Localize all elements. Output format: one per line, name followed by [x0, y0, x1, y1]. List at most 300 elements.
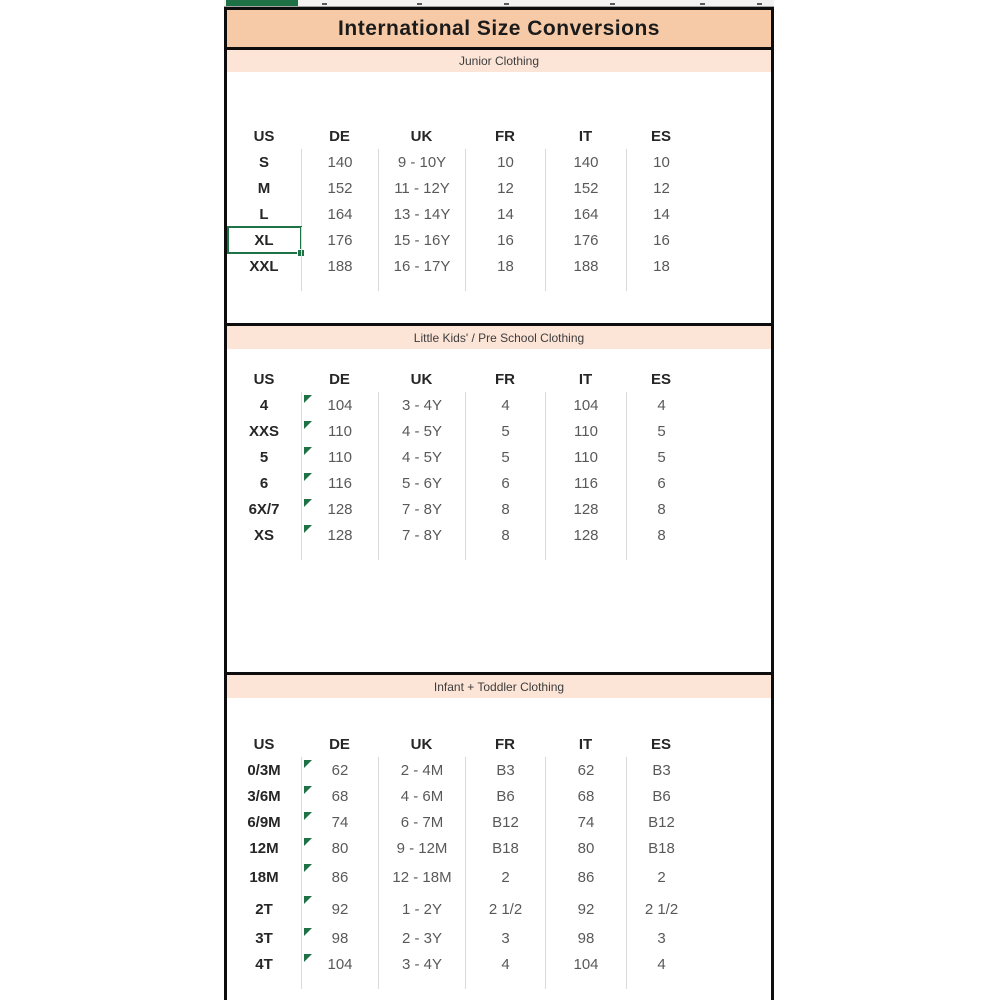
table-cell[interactable] — [227, 548, 301, 560]
table-cell[interactable] — [626, 925, 696, 951]
cell-text: 3 — [657, 929, 666, 947]
table-cell[interactable] — [301, 522, 378, 548]
table-cell[interactable] — [301, 893, 378, 925]
table-cell[interactable] — [465, 548, 545, 560]
column-header-it[interactable] — [545, 366, 626, 392]
cell-text: 14 — [653, 205, 670, 223]
cell-text: 5 - 6Y — [401, 474, 443, 492]
cell-text: FR — [495, 735, 515, 753]
table-cell[interactable] — [626, 522, 696, 548]
table-cell[interactable] — [545, 149, 626, 175]
cell-text: 3/6M — [247, 787, 281, 805]
cell-text: 4 — [259, 396, 269, 414]
error-flag-icon — [304, 896, 312, 904]
cell-text: B3 — [652, 761, 671, 779]
table-cell[interactable] — [378, 861, 465, 893]
cell-text: 128 — [327, 526, 353, 544]
cell-text: 98 — [577, 929, 595, 947]
cell-text: 4 — [501, 955, 510, 973]
cell-text: B18 — [492, 839, 519, 857]
table-cell[interactable] — [378, 809, 465, 835]
table-cell[interactable] — [626, 548, 696, 560]
table-cell[interactable] — [301, 925, 378, 951]
cell-text: IT — [578, 370, 593, 388]
column-letter-mark — [700, 3, 705, 5]
cell-text: 5 — [657, 422, 666, 440]
column-header-es[interactable] — [626, 731, 696, 757]
cell-text: 18 — [497, 257, 514, 275]
column-letter-mark — [610, 3, 615, 5]
cell-text: 152 — [573, 179, 599, 197]
table-cell[interactable] — [465, 253, 545, 279]
table-row — [227, 418, 771, 444]
cell-text: B6 — [496, 787, 515, 805]
table-cell[interactable] — [626, 444, 696, 470]
cell-text: 4 — [657, 396, 666, 414]
table-cell[interactable] — [545, 227, 626, 253]
table-cell[interactable] — [301, 227, 378, 253]
table-row — [227, 925, 771, 951]
table-cell[interactable] — [378, 227, 465, 253]
selected-column-indicator — [226, 0, 298, 6]
cell-text: 4 - 6M — [400, 787, 444, 805]
table-cell[interactable] — [227, 977, 301, 989]
cell-text: 16 - 17Y — [393, 257, 451, 275]
table-cell[interactable] — [545, 977, 626, 989]
table-cell[interactable] — [545, 496, 626, 522]
column-header-it[interactable] — [545, 123, 626, 149]
table-cell[interactable] — [301, 951, 378, 977]
cell-text: IT — [578, 735, 593, 753]
table-row — [227, 253, 771, 279]
table-cell[interactable] — [626, 392, 696, 418]
table-cell[interactable] — [378, 548, 465, 560]
section-infant-toddler-clothing — [227, 672, 771, 1000]
cell-text: 80 — [577, 839, 595, 857]
table-cell[interactable] — [378, 279, 465, 291]
column-header-us[interactable] — [227, 123, 301, 149]
table-cell[interactable] — [227, 470, 301, 496]
cell-text: XL — [254, 231, 274, 249]
cell-text: 5 — [501, 422, 510, 440]
table-cell[interactable] — [545, 253, 626, 279]
cell-text: 188 — [573, 257, 599, 275]
table-cell[interactable] — [378, 253, 465, 279]
table-cell[interactable] — [626, 893, 696, 925]
table-cell[interactable] — [465, 227, 545, 253]
table-cell[interactable] — [545, 201, 626, 227]
cell-text: UK — [410, 735, 433, 753]
error-flag-icon — [304, 447, 312, 455]
table-cell[interactable] — [465, 757, 545, 783]
table-cell[interactable] — [626, 418, 696, 444]
table-cell[interactable] — [301, 496, 378, 522]
cell-text: 3 - 4Y — [401, 955, 443, 973]
cell-text: 104 — [573, 955, 599, 973]
table-cell[interactable] — [545, 444, 626, 470]
table-cell[interactable] — [626, 201, 696, 227]
table-cell[interactable] — [227, 861, 301, 893]
column-header-fr[interactable] — [465, 123, 545, 149]
column-letter-mark — [322, 3, 327, 5]
table-cell[interactable] — [465, 861, 545, 893]
column-header-es[interactable] — [626, 123, 696, 149]
column-header-de[interactable] — [301, 366, 378, 392]
table-cell[interactable] — [465, 496, 545, 522]
column-header-us[interactable] — [227, 366, 301, 392]
table-cell[interactable] — [626, 253, 696, 279]
cell-text: 5 — [501, 448, 510, 466]
cell-text: B12 — [648, 813, 675, 831]
cell-text: 3 — [501, 929, 510, 947]
cell-text: 116 — [574, 474, 598, 492]
cell-text: 140 — [573, 153, 599, 171]
error-flag-icon — [304, 838, 312, 846]
cell-text: DE — [329, 127, 350, 145]
section-header: Infant + Toddler Clothing — [227, 672, 771, 698]
section-junior-clothing — [227, 50, 771, 323]
table-row — [227, 175, 771, 201]
cell-text: 164 — [573, 205, 599, 223]
cell-text: 15 - 16Y — [393, 231, 451, 249]
column-header-us[interactable] — [227, 731, 301, 757]
cell-text: US — [253, 127, 275, 145]
cell-text: UK — [410, 370, 433, 388]
table-cell[interactable] — [301, 444, 378, 470]
cell-text: B6 — [652, 787, 671, 805]
column-letter-mark — [504, 3, 509, 5]
cell-text: 16 — [497, 231, 514, 249]
table-row — [227, 893, 771, 925]
table-cell[interactable] — [378, 392, 465, 418]
cell-text: 2 — [657, 868, 666, 886]
cell-text: 2 - 4M — [400, 761, 444, 779]
table-cell[interactable] — [378, 496, 465, 522]
table-cell[interactable] — [227, 951, 301, 977]
table-row — [227, 757, 771, 783]
error-flag-icon — [304, 954, 312, 962]
table-cell[interactable] — [465, 977, 545, 989]
cell-text: 11 - 12Y — [394, 179, 450, 197]
cell-text: 12 — [653, 179, 670, 197]
table-cell[interactable] — [545, 522, 626, 548]
cell-text: 8 — [501, 526, 510, 544]
cell-text: 92 — [331, 900, 349, 918]
cell-text: 18 — [653, 257, 670, 275]
column-header-uk[interactable] — [378, 123, 465, 149]
cell-text: 10 — [497, 153, 514, 171]
sheet-title: International Size Conversions — [227, 10, 771, 50]
table-cell[interactable] — [545, 861, 626, 893]
table-cell[interactable] — [227, 227, 301, 253]
cell-text: 176 — [573, 231, 599, 249]
cell-text: 9 - 12M — [396, 839, 448, 857]
error-flag-icon — [304, 864, 312, 872]
table-cell[interactable] — [378, 951, 465, 977]
error-flag-icon — [304, 525, 312, 533]
table-cell[interactable] — [378, 201, 465, 227]
table-cell[interactable] — [301, 175, 378, 201]
grid-stub-row — [227, 279, 771, 291]
table-row — [227, 809, 771, 835]
table-cell[interactable] — [227, 279, 301, 291]
cell-text: B18 — [648, 839, 675, 857]
table-cell[interactable] — [465, 951, 545, 977]
cell-text: IT — [578, 127, 593, 145]
table-cell[interactable] — [465, 470, 545, 496]
grid-stub-row — [227, 548, 771, 560]
cell-text: 3 - 4Y — [401, 396, 443, 414]
cell-text: XS — [253, 526, 274, 544]
cell-text: 1 - 2Y — [401, 900, 443, 918]
cell-text: 98 — [331, 929, 349, 947]
table-cell[interactable] — [227, 496, 301, 522]
table-cell[interactable] — [227, 418, 301, 444]
table-cell[interactable] — [465, 925, 545, 951]
table-cell[interactable] — [626, 861, 696, 893]
cell-text: 68 — [577, 787, 595, 805]
table-cell[interactable] — [301, 861, 378, 893]
table-cell[interactable] — [378, 470, 465, 496]
cell-text: XXS — [248, 422, 279, 440]
table-cell[interactable] — [227, 809, 301, 835]
cell-text: M — [257, 179, 271, 197]
column-header-fr[interactable] — [465, 366, 545, 392]
table-cell[interactable] — [227, 925, 301, 951]
table-cell[interactable] — [626, 470, 696, 496]
cell-text: 2 1/2 — [644, 900, 679, 918]
cell-text: 2 — [501, 868, 510, 886]
table-cell[interactable] — [626, 783, 696, 809]
table-cell[interactable] — [227, 757, 301, 783]
cell-text: 176 — [327, 231, 353, 249]
table-cell[interactable] — [378, 522, 465, 548]
table-cell[interactable] — [545, 757, 626, 783]
cell-text: US — [253, 370, 275, 388]
cell-text: 10 — [653, 153, 670, 171]
table-cell[interactable] — [301, 835, 378, 861]
cell-text: S — [258, 153, 269, 171]
table-cell[interactable] — [545, 951, 626, 977]
column-header-de[interactable] — [301, 123, 378, 149]
table-cell[interactable] — [227, 253, 301, 279]
table-cell[interactable] — [378, 757, 465, 783]
error-flag-icon — [304, 812, 312, 820]
error-flag-icon — [304, 473, 312, 481]
cell-text: 7 - 8Y — [401, 526, 443, 544]
table-cell[interactable] — [626, 175, 696, 201]
table-cell[interactable] — [626, 951, 696, 977]
table-cell[interactable] — [227, 201, 301, 227]
table-cell[interactable] — [626, 977, 696, 989]
table-cell[interactable] — [301, 201, 378, 227]
table-cell[interactable] — [545, 809, 626, 835]
table-row — [227, 522, 771, 548]
table-cell[interactable] — [626, 227, 696, 253]
table-cell[interactable] — [545, 279, 626, 291]
table-cell[interactable] — [465, 809, 545, 835]
table-row — [227, 951, 771, 977]
table-cell[interactable] — [626, 835, 696, 861]
table-cell[interactable] — [465, 279, 545, 291]
table-cell[interactable] — [465, 835, 545, 861]
table-cell[interactable] — [465, 392, 545, 418]
error-flag-icon — [304, 760, 312, 768]
cell-text: 6 — [501, 474, 510, 492]
table-cell[interactable] — [545, 392, 626, 418]
cell-text: ES — [650, 127, 671, 145]
cell-text: 14 — [497, 205, 514, 223]
table-cell[interactable] — [301, 418, 378, 444]
table-cell[interactable] — [301, 470, 378, 496]
cell-text: 12 - 18M — [392, 868, 452, 886]
table-row — [227, 149, 771, 175]
grid-stub-row — [227, 977, 771, 989]
table-row — [227, 496, 771, 522]
cell-text: XXL — [249, 257, 279, 275]
cell-text: 12 — [497, 179, 514, 197]
table-row — [227, 835, 771, 861]
cell-text: 110 — [328, 448, 352, 466]
table-cell[interactable] — [545, 175, 626, 201]
table-cell[interactable] — [378, 175, 465, 201]
cell-text: 8 — [501, 500, 510, 518]
cell-text: 12M — [249, 839, 279, 857]
table-cell[interactable] — [378, 925, 465, 951]
column-header-fr[interactable] — [465, 731, 545, 757]
table-cell[interactable] — [626, 757, 696, 783]
cell-text: 2 - 3Y — [401, 929, 443, 947]
table-row — [227, 470, 771, 496]
table-cell[interactable] — [301, 548, 378, 560]
cell-text: 128 — [327, 500, 353, 518]
cell-text: US — [253, 735, 275, 753]
error-flag-icon — [304, 421, 312, 429]
column-header-uk[interactable] — [378, 731, 465, 757]
table-cell[interactable] — [465, 893, 545, 925]
table-cell[interactable] — [465, 175, 545, 201]
table-cell[interactable] — [545, 925, 626, 951]
table-cell[interactable] — [626, 809, 696, 835]
size-conversion-sheet — [224, 7, 774, 1000]
table-cell[interactable] — [227, 783, 301, 809]
cell-text: 116 — [328, 474, 352, 492]
table-cell[interactable] — [301, 757, 378, 783]
cell-text: 6 - 7M — [400, 813, 444, 831]
table-cell[interactable] — [301, 253, 378, 279]
table-cell[interactable] — [378, 835, 465, 861]
table-cell[interactable] — [378, 893, 465, 925]
table-cell[interactable] — [626, 279, 696, 291]
table-cell[interactable] — [301, 149, 378, 175]
cell-text: DE — [329, 370, 350, 388]
column-headers-strip[interactable] — [224, 0, 774, 7]
table-cell[interactable] — [378, 149, 465, 175]
cell-text: DE — [329, 735, 350, 753]
cell-text: 9 - 10Y — [397, 153, 447, 171]
section-header: Little Kids' / Pre School Clothing — [227, 323, 771, 349]
table-row — [227, 783, 771, 809]
cell-text: 6 — [259, 474, 269, 492]
cell-text: FR — [495, 127, 515, 145]
cell-text: 13 - 14Y — [393, 205, 451, 223]
table-cell[interactable] — [465, 522, 545, 548]
cell-text: 4 - 5Y — [401, 422, 443, 440]
table-cell[interactable] — [378, 783, 465, 809]
cell-text: 74 — [331, 813, 349, 831]
table-cell[interactable] — [227, 893, 301, 925]
table-cell[interactable] — [227, 175, 301, 201]
table-row — [227, 861, 771, 893]
cell-text: 68 — [331, 787, 349, 805]
table-cell[interactable] — [301, 809, 378, 835]
cell-text: L — [259, 205, 269, 223]
cell-text: FR — [495, 370, 515, 388]
table-cell[interactable] — [227, 444, 301, 470]
cell-text: 140 — [327, 153, 353, 171]
table-cell[interactable] — [301, 977, 378, 989]
column-header-de[interactable] — [301, 731, 378, 757]
column-header-es[interactable] — [626, 366, 696, 392]
table-cell[interactable] — [465, 149, 545, 175]
table-cell[interactable] — [545, 548, 626, 560]
cell-text: ES — [650, 735, 671, 753]
table-cell[interactable] — [227, 522, 301, 548]
table-cell[interactable] — [626, 149, 696, 175]
cell-text: 4 — [501, 396, 510, 414]
cell-text: 8 — [657, 526, 666, 544]
table-cell[interactable] — [227, 835, 301, 861]
cell-text: 4 - 5Y — [401, 448, 443, 466]
table-cell[interactable] — [465, 418, 545, 444]
table-cell[interactable] — [626, 496, 696, 522]
table-cell[interactable] — [301, 783, 378, 809]
table-cell[interactable] — [545, 783, 626, 809]
column-header-it[interactable] — [545, 731, 626, 757]
table-cell[interactable] — [545, 835, 626, 861]
table-cell[interactable] — [378, 444, 465, 470]
cell-text: 80 — [331, 839, 349, 857]
table-cell[interactable] — [545, 418, 626, 444]
column-header-uk[interactable] — [378, 366, 465, 392]
cell-text: B3 — [496, 761, 515, 779]
cell-text: 5 — [259, 448, 269, 466]
cell-text: 188 — [327, 257, 353, 275]
table-cell[interactable] — [545, 893, 626, 925]
table-cell[interactable] — [465, 444, 545, 470]
header-row — [227, 366, 771, 392]
table-row — [227, 444, 771, 470]
table-cell[interactable] — [465, 201, 545, 227]
cell-text: 7 - 8Y — [401, 500, 443, 518]
table-cell[interactable] — [301, 392, 378, 418]
cell-text: 0/3M — [247, 761, 281, 779]
cell-text: 110 — [328, 422, 352, 440]
table-cell[interactable] — [378, 977, 465, 989]
cell-text: 152 — [327, 179, 353, 197]
table-cell[interactable] — [378, 418, 465, 444]
table-cell[interactable] — [227, 149, 301, 175]
cell-text: 164 — [327, 205, 353, 223]
cell-text: 16 — [653, 231, 670, 249]
table-row — [227, 201, 771, 227]
cell-text: 6/9M — [247, 813, 281, 831]
table-cell[interactable] — [465, 783, 545, 809]
table-cell[interactable] — [545, 470, 626, 496]
cell-text: UK — [410, 127, 433, 145]
table-cell[interactable] — [227, 392, 301, 418]
table-cell[interactable] — [301, 279, 378, 291]
